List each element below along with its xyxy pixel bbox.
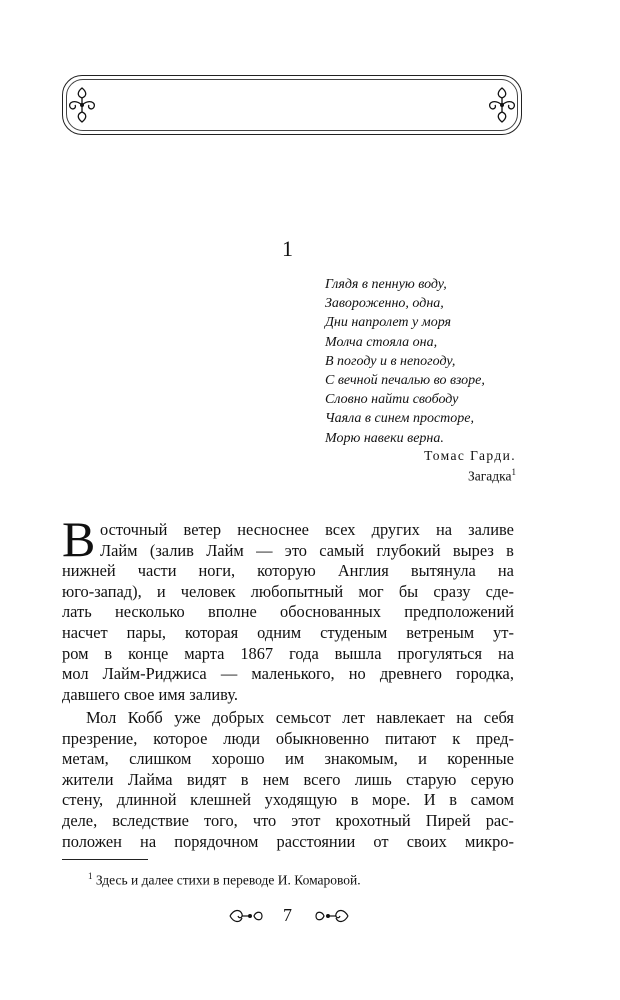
poem-line: Чаяла в синем просторе, xyxy=(325,411,475,427)
header-ornamental-frame xyxy=(62,75,522,135)
text-line: насчет пары, которая одним студеным ветреным ут- xyxy=(62,622,514,642)
text-line: давшего свое имя заливу. xyxy=(62,684,238,704)
paragraph-1 xyxy=(62,520,514,705)
text-line: осточный ветер несноснее всех других на заливе xyxy=(100,520,514,539)
footnote-reference: 1 xyxy=(511,467,516,477)
text-line: деле, вследствие того, что этот крохотный Пирей рас- xyxy=(62,810,514,830)
poem-line: Морю навеки верна. xyxy=(325,430,444,446)
chapter-number: 1 xyxy=(282,236,293,261)
text-line: стену, длинной клешней уходящую в море. И в самом xyxy=(62,790,514,810)
text-line: лать несколько вполне обоснованных предположений xyxy=(62,602,514,622)
poem-line: С вечной печалью во взоре, xyxy=(325,373,485,389)
fleuron-left-icon xyxy=(65,86,99,124)
footnote-divider xyxy=(62,859,148,860)
text-line: юго-запад), и человек любопытный мог бы сразу сде- xyxy=(62,581,514,601)
footnote xyxy=(88,871,361,889)
text-line: Лайм (залив Лайм — это самый глубокий вырез в xyxy=(100,540,514,560)
drop-cap: В xyxy=(62,511,96,567)
text-line: положен на порядочном расстоянии от своих микро- xyxy=(62,831,514,851)
epigraph-author: Томас Гарди. xyxy=(424,448,516,463)
text-line: ром в конце марта 1867 года вышла прогуляться на xyxy=(62,643,514,663)
text-line: Мол Кобб уже добрых семьсот лет навлекает на себя xyxy=(86,708,514,727)
epigraph-poem xyxy=(325,275,485,448)
poem-line: Словно найти свободу xyxy=(325,392,459,408)
footnote-text: Здесь и далее стихи в переводе И. Комаровой. xyxy=(95,872,361,888)
footnote-mark: 1 xyxy=(88,871,93,881)
poem-line: Молча стояла она, xyxy=(325,334,438,350)
folio-ornament-right-icon xyxy=(312,906,352,926)
poem-line: Дни напролет у моря xyxy=(325,315,452,331)
text-line: метам, слишком хорошо им знакомым, и коренные xyxy=(62,749,514,769)
page-number: 7 xyxy=(283,905,292,925)
epigraph-source-title: Загадка xyxy=(468,468,512,484)
text-line: презрение, которое люди обыкновенно питают к пред- xyxy=(62,728,514,748)
poem-line: Завороженно, одна, xyxy=(325,296,444,312)
poem-line: В погоду и в непогоду, xyxy=(325,353,456,369)
text-line: нижней части ноги, которую Англия вытянула на xyxy=(62,561,514,581)
text-line: мол Лайм-Риджиса — маленького, но древнего городка, xyxy=(62,664,514,684)
poem-line: Глядя в пенную воду, xyxy=(325,277,447,292)
text-line: жители Лайма видят в нем всего лишь старую серую xyxy=(62,769,514,789)
epigraph-source xyxy=(468,467,516,485)
paragraph-2 xyxy=(62,708,514,852)
fleuron-right-icon xyxy=(485,86,519,124)
